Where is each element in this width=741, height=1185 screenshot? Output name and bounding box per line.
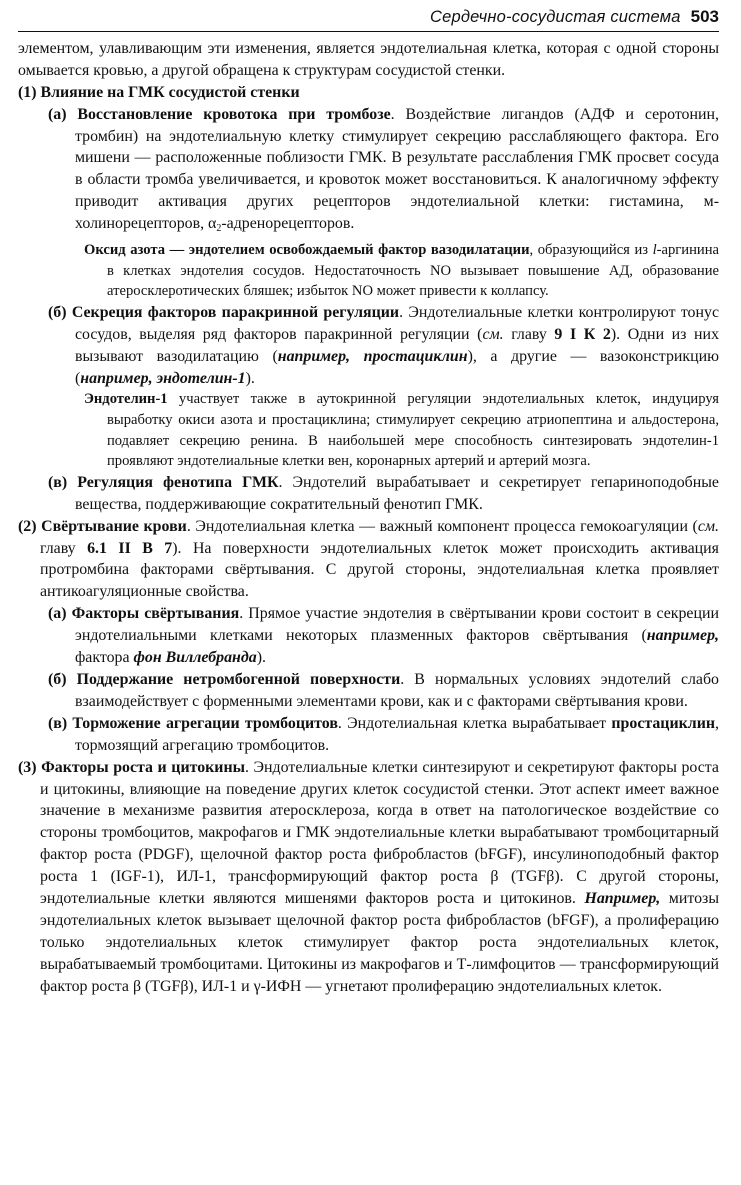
endothelin-note [18,389,719,471]
section-1b-title: (б) Секреция факторов паракринной регуляции [48,303,400,321]
section-1-heading-text: (1) Влияние на ГМК сосудистой стенки [18,83,300,101]
section-2a-title: (а) Факторы свёртывания [48,605,240,623]
section-3-example: Например, [584,890,661,908]
section-2a-paragraph [18,603,719,669]
section-1a-subscript: 2 [216,223,222,235]
section-1b-example2: например, эндотелин-1 [80,369,246,387]
section-2c-text2: , тормозящий агрегацию тромбоцитов. [75,714,719,754]
section-1b-text1: . Эндотелиальные клетки контролируют тонус сосудов, выделяя ряд факторов паракринной регуляции ( [75,303,719,343]
section-2-ref: 6.1 II В 7 [87,539,173,557]
section-2-title: (2) Свёртывание крови [18,517,187,535]
section-2-text3: ). На поверхности эндотелиальных клеток может происходить активация протромбина факторами свёртывания. С другой стороны, эндотелиальная клетка проявляет антикоагуляционные свойства. [40,539,719,601]
section-2a-text2: фактора [75,649,134,667]
header-title: Сердечно-сосудистая система [429,8,681,26]
section-1b-text4: ), а другие — вазоконстрикцию ( [75,347,719,387]
running-header [18,6,719,32]
section-1c-text: . Эндотелий вырабатывает и секретирует гепариноподобные вещества, поддерживающие сократительный фенотип ГМК. [75,473,719,513]
section-1a-text-end: -адренорецепторов. [221,215,355,233]
section-2a-example: например, [646,627,719,645]
section-1a-title: (а) Восстановление кровотока при тромбозе [48,105,391,123]
section-2a-name: фон Виллебранда [133,649,257,667]
nitric-oxide-note-italic: l [652,242,657,259]
nitric-oxide-note-title: Оксид азота — эндотелием освобождаемый фактор вазодилатации [84,242,530,259]
section-1b-see: см. [482,325,504,343]
section-1b-ref: 9 I К 2 [554,325,611,343]
intro-text: элементом, улавливающим эти изменения, является эндотелиальная клетка, которая с одной стороны омывается кровью, а другой обращена к структурам сосудистой стенки. [18,39,719,79]
section-1a-paragraph [18,104,719,240]
section-2c-paragraph [18,713,719,757]
section-2-text1: . Эндотелиальная клетка — важный компонент процесса гемокоагуляции ( [186,517,698,535]
section-2-see: см. [697,517,719,535]
section-2-text2: главу [40,539,88,557]
section-2c-text1: . Эндотелиальная клетка вырабатывает [337,714,612,732]
endothelin-note-title: Эндотелин-1 [84,391,168,408]
section-1a-text: . Воздействие лигандов (АДФ и серотонин, тромбин) на эндотелиальную клетку стимулирует секрецию расслабляющего фактора. Его мишени — расположенные поблизости ГМК. В результате расслабления ГМК просвет сосуда в области тромба увеличивается, и кровоток может восстановиться. К аналогичному эффекту приводит активация других рецепторов эндотелиальной клетки: гистамина, м-холинорецепторов, α [75,105,719,233]
section-3-paragraph [18,757,719,998]
section-2-paragraph [18,516,719,604]
section-2c-title: (в) Торможение агрегации тромбоцитов [48,714,338,732]
page-number: 503 [690,7,719,26]
nitric-oxide-note-text2: -аргинина в клетках эндотелия сосудов. Недостаточность NO вызывает повышение АД, образование атеросклеротических бляшек; избыток NO может привести к коллапсу. [107,242,720,300]
section-1c-paragraph [18,472,719,516]
section-1b-example1: например, простациклин [277,347,468,365]
intro-paragraph [18,38,719,82]
section-1b-text2: главу [503,325,555,343]
section-2a-text1: . Прямое участие эндотелия в свёртывании крови состоит в секреции эндотелиальными клетками некоторых плазменных факторов свёртывания ( [75,605,719,645]
section-1-heading [18,82,719,104]
section-1c-title: (в) Регуляция фенотипа ГМК [48,473,279,491]
section-2b-title: (б) Поддержание нетромбогенной поверхности [48,671,401,688]
section-3-title: (3) Факторы роста и цитокины [18,758,246,776]
section-2a-text3: ). [256,649,266,667]
section-1b-text5: ). [245,369,255,387]
section-2b-text: . В нормальных условиях эндотелий слабо взаимодействует с форменными элементами крови, как и с факторами свёртывания крови. [75,671,720,710]
nitric-oxide-note-text1: , образующийся из [529,242,653,259]
section-2c-bold: простациклин [611,714,716,732]
endothelin-note-text: участвует также в аутокринной регуляции эндотелиальных клеток, индуцируя выработку окиси азота и простациклина; стимулирует секрецию атриопептина и альдостерона, подавляет секрецию ренина. В наибольшей мере способность синтезировать эндотелин-1 проявляют эндотелиальные клетки вен, коронарных артерий и артерий мозга. [107,391,719,470]
section-2b-paragraph [18,669,719,713]
section-3-text2: митозы эндотелиальных клеток вызывает щелочной фактор роста фибробластов (bFGF), а пролиферацию только эндотелиальных клеток стимулирует фактор роста эндотелиальных клеток, вырабатываемый тромбоцитами. Цитокины из макрофагов и Т-лимфоцитов — трансформирующий фактор роста β (TGFβ), ИЛ-1 и γ-ИФН — угнетают пролиферацию эндотелиальных клеток. [40,890,719,995]
nitric-oxide-note [18,240,719,302]
section-1b-paragraph [18,302,719,390]
section-1b-text3: ). Одни из них вызывают вазодилатацию ( [75,325,720,365]
section-3-text1: . Эндотелиальные клетки синтезируют и секретируют факторы роста и цитокины, влияющие на поведение других клеток сосудистой стенки. Этот аспект имеет важное значение в механизме развития атеросклероза, когда в ответ на патологическое воздействие со стороны тромбоцитов, макрофагов и ГМК эндотелиальные клетки вырабатывают тромбоцитарный фактор роста (PDGF), щелочной фактор роста фибробластов (bFGF), инсулиноподобный фактор роста 1 (IGF-1), ИЛ-1, трансформирующий фактор роста β (TGFβ). С другой стороны, эндотелиальные клетки являются мишенями факторов роста и цитокинов. [40,758,719,908]
